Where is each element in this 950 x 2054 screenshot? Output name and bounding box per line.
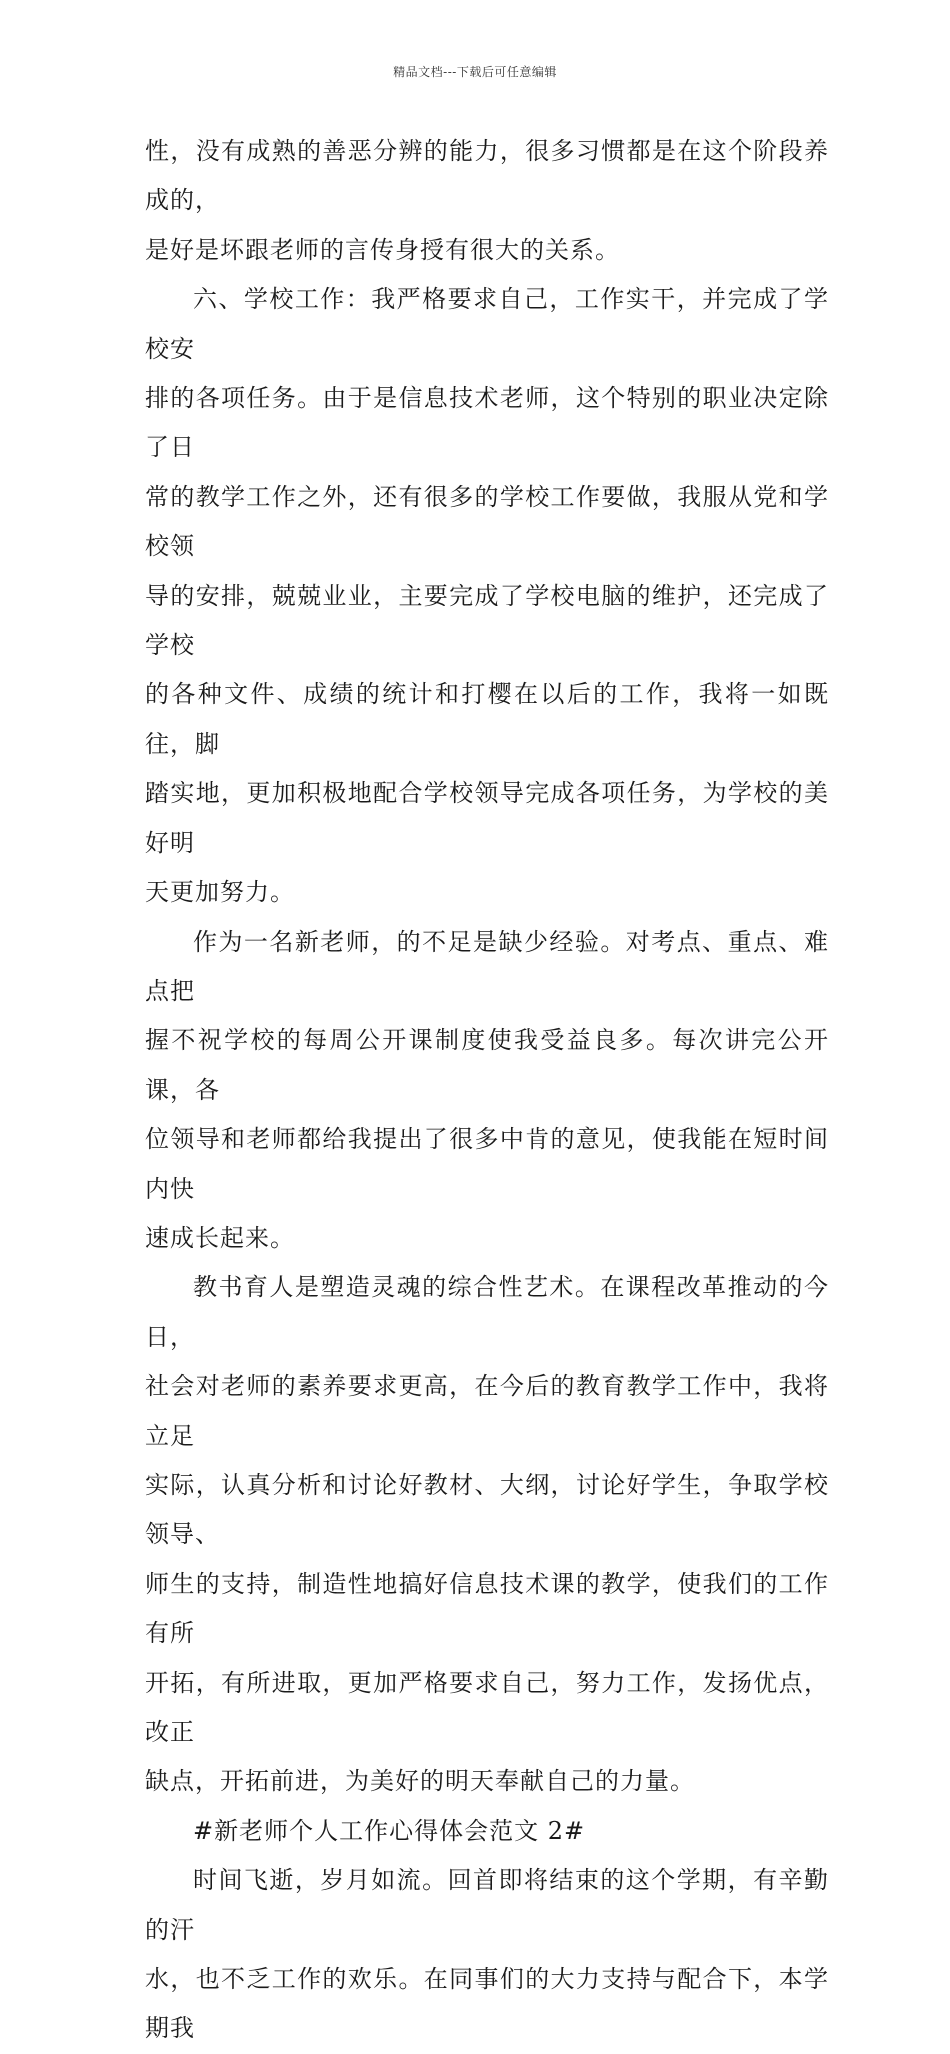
text-line: 师生的支持，制造性地搞好信息技术课的教学，使我们的工作有所 <box>145 1569 829 1648</box>
text-line: 水，也不乏工作的欢乐。在同事们的大力支持与配合下，本学期我 <box>145 1965 829 2043</box>
text-line: 开拓，有所进取，更加严格要求自己，努力工作，发扬优点，改正 <box>145 1668 829 1746</box>
paragraph-2 <box>145 275 829 917</box>
text-line: 握不祝学校的每周公开课制度使我受益良多。每次讲完公开课，各 <box>145 1026 829 1104</box>
text-line: 性，没有成熟的善恶分辨的能力，很多习惯都是在这个阶段养成的， <box>145 137 829 215</box>
text-line: 时间飞逝，岁月如流。回首即将结束的这个学期，有辛勤的汗 <box>145 1866 829 1944</box>
paragraph-3 <box>145 918 829 1264</box>
page-header: 精品文档---下载后可任意编辑 <box>393 65 557 79</box>
text-line: 速成长起来。 <box>145 1223 295 1252</box>
text-line: 天更加努力。 <box>145 878 295 907</box>
text-line: 缺点，开拓前进，为美好的明天奉献自己的力量。 <box>145 1767 695 1796</box>
text-line: 教书育人是塑造灵魂的综合性艺术。在课程改革推动的今日， <box>145 1273 829 1351</box>
text-line: 踏实地，更加积极地配合学校领导完成各项任务，为学校的美好明 <box>145 779 829 857</box>
section-heading-text: #新老师个人工作心得体会范文 2# <box>193 1816 586 1845</box>
text-line: 六、学校工作：我严格要求自己，工作实干，并完成了学校安 <box>145 285 829 363</box>
text-line: 排的各项任务。由于是信息技术老师，这个特别的职业决定除了日 <box>145 384 829 462</box>
text-line: 常的教学工作之外，还有很多的学校工作要做，我服从党和学校领 <box>145 482 829 561</box>
section-heading <box>145 1807 829 1856</box>
text-line: 导的安排，兢兢业业，主要完成了学校电脑的维护，还完成了学校 <box>145 581 829 660</box>
paragraph-5 <box>145 1856 829 2054</box>
text-line: 是好是坏跟老师的言传身授有很大的关系。 <box>145 235 620 264</box>
text-line: 实际，认真分析和讨论好教材、大纲，讨论好学生，争取学校领导、 <box>145 1470 829 1549</box>
text-line: 社会对老师的素养要求更高，在今后的教育教学工作中，我将立足 <box>145 1372 829 1450</box>
document-body <box>145 127 829 2054</box>
paragraph-1 <box>145 127 829 275</box>
paragraph-4 <box>145 1263 829 1806</box>
text-line: 作为一名新老师，的不足是缺少经验。对考点、重点、难点把 <box>145 927 829 1005</box>
text-line: 的各种文件、成绩的统计和打樱在以后的工作，我将一如既往，脚 <box>145 680 829 758</box>
text-line: 位领导和老师都给我提出了很多中肯的意见，使我能在短时间内快 <box>145 1125 829 1203</box>
